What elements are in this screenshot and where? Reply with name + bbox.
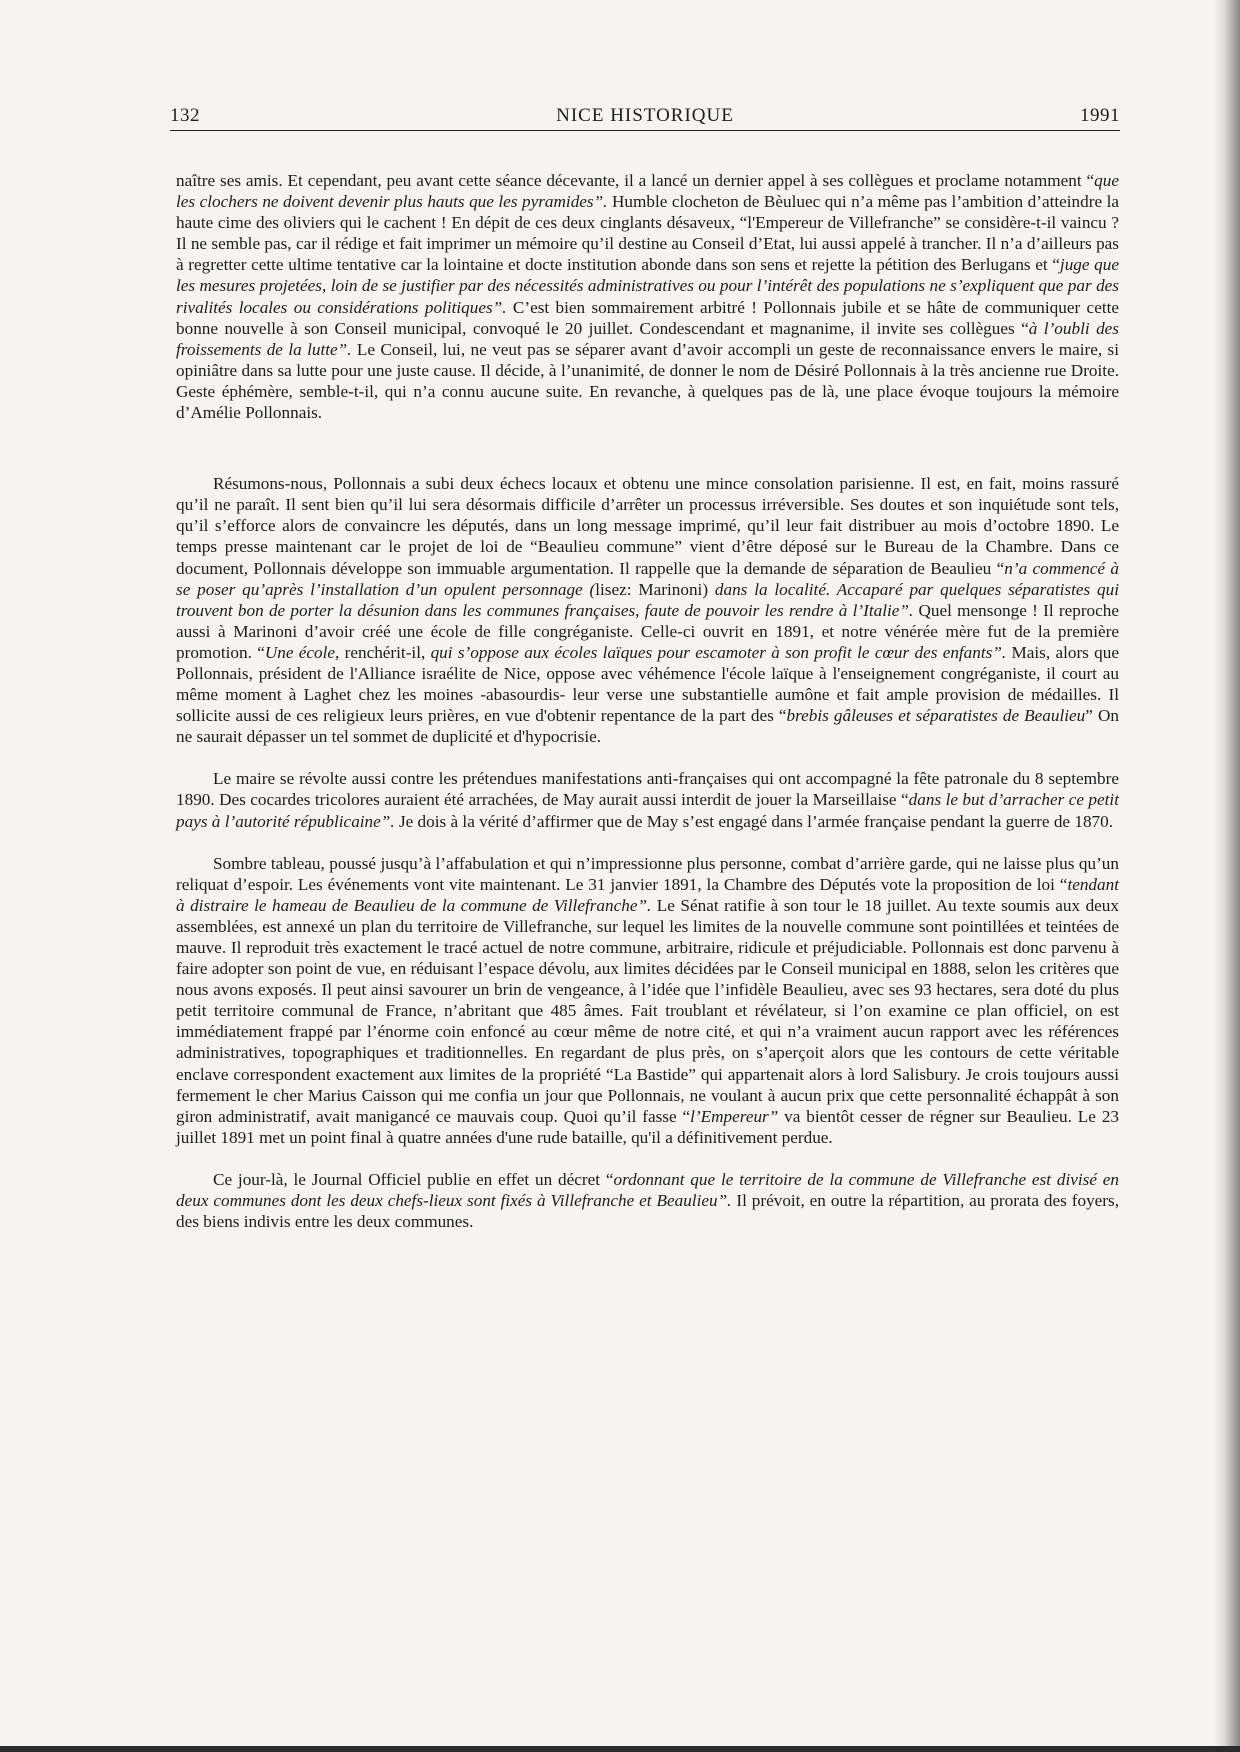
page-number: 132 bbox=[170, 105, 200, 126]
italic-quote-run: dans la localité. Accaparé par quelques séparatistes qui trouvent bon de porter la désunion dans les communes françaises, faute de pouvoir les rendre à l’Italie”. bbox=[176, 579, 1120, 620]
section-break bbox=[176, 423, 1119, 473]
italic-quote-run: dans le but d’arracher ce petit pays à l’autorité républicaine”. bbox=[176, 790, 1119, 831]
paragraph-gap bbox=[176, 747, 1119, 768]
journal-title: NICE HISTORIQUE bbox=[556, 105, 734, 126]
text-run: Humble clocheton de Bèuluec qui n’a même pas l’ambition d’atteindre la haute cime des oliviers qui le cachent ! En dépit de ces deux cinglants désaveux, “l'Empereur de Villefranche” se considère-t-il vaincu ? Il ne semble pas, car il rédige et fait imprimer un mémoire qu’il destine au Conseil d’Etat, lui aussi appelé à trancher. Il n’a d’ailleurs pas à regretter cette ultime tentative car la lointaine et docte institution abonde dans son sens et rejette la pétition des Berlugans et “ bbox=[176, 192, 1119, 275]
text-run: Le maire se révolte aussi contre les prétendues manifestations anti-françaises qui ont accompagné la fête patronale du 8 septembre 1890. Des cocardes tricolores auraient été arrachées, de May aurait aussi interdit de jouer la Marseillaise “ bbox=[176, 769, 1119, 810]
publication-year: 1991 bbox=[1080, 105, 1120, 126]
text-run: Sombre tableau, poussé jusqu’à l’affabulation et qui n’impressionne plus personne, combat d’arrière garde, qui ne laisse plus qu’un reliquat d’espoir. Les événements vont vite maintenant. Le 31 janvier 1891, la Chambre des Députés vote la proposition de loi “ bbox=[176, 853, 1119, 894]
paragraph-gap bbox=[176, 832, 1119, 853]
text-run: C’est bien sommairement arbitré ! Pollonnais jubile et se hâte de communiquer cette bonne nouvelle à son Conseil municipal, convoqué le 20 juillet. Condescendant et magnanime, il invite ses collègues “ bbox=[176, 297, 1119, 338]
italic-quote-run: que les clochers ne doivent devenir plus hauts que les pyramides”. bbox=[176, 171, 1119, 212]
italic-quote-run: juge que les mesures projetées, loin de se justifier par des nécessités administratives ou pour l’intérêt des populations ne s’expliquent que par des rivalités locales ou considérations politiques”. bbox=[176, 255, 1119, 317]
italic-quote-run: tendant à distraire le hameau de Beaulieu de la commune de Villefranche”. bbox=[176, 874, 1119, 915]
italic-quote-run: ordonnant que le territoire de la commune de Villefranche est divisé en deux communes dont les deux chefs-lieux sont fixés à Villefranche et Beaulieu”. bbox=[176, 1169, 1120, 1211]
page-edge-shadow bbox=[1214, 0, 1240, 1752]
paragraph bbox=[176, 1169, 1119, 1232]
italic-quote-run: l’Empereur” bbox=[690, 1106, 779, 1126]
text-run: Le Sénat ratifie à son tour le 18 juillet. Au texte soumis aux deux assemblées, est annexé un plan du territoire de Villefranche, sur lequel les limites de la nouvelle commune sont pointillées et teintées de mauve. Il reproduit très exactement le tracé actuel de notre commune, arbitraire, ridicule et préjudiciable. Pollonnais est donc parvenu à faire adopter son point de vue, en réduisant l’espace dévolu, aux limites décidées par le Conseil municipal en 1888, selon les critères que nous avons exposés. Il peut ainsi savourer un brin de vengeance, à l’idée que l’infidèle Beaulieu, avec ses 93 hectares, sera doté du plus petit territoire communal de France, n’abritant que 485 âmes. Fait troublant et révélateur, si l’on examine ce plan officiel, on est immédiatement frappé par l’énorme coin enfoncé au cœur même de notre cité, et qui n’a vraiment aucun rapport avec les références administratives, topographiques et traditionnelles. En regardant de plus près, on s’aperçoit alors que les contours de cette véritable enclave correspondent exactement aux limites de la propriété “La Bastide” qui appartenait alors à lord Salisbury. Je crois toujours aussi fermement le cher Marius Caisson qui me confia un jour que Pollonnais, ne voulant à aucun prix que cette personnalité échappât à son giron administratif, avait manigancé ce mauvais coup. Quoi qu’il fasse “ bbox=[176, 895, 1119, 1126]
text-run: Je dois à la vérité d’affirmer que de May s’est engagé dans l’armée française pendant la guerre de 1870. bbox=[394, 811, 1114, 831]
text-run: naître ses amis. Et cependant, peu avant cette séance décevante, il a lancé un dernier appel à ses collègues et proclame notamment “ bbox=[176, 171, 1095, 190]
text-run: renchérit-il, bbox=[339, 642, 431, 662]
text-run: va bientôt cesser de régner sur Beaulieu. Le 23 juillet 1891 met un point final à quatre années d'une rude bataille, qu'il a définitivement perdue. bbox=[176, 1106, 1120, 1147]
text-run: ” On ne saurait dépasser un tel sommet de duplicité et d'hypocrisie. bbox=[176, 706, 1119, 747]
text-run: Résumons-nous, Pollonnais a subi deux échecs locaux et obtenu une mince consolation parisienne. Il est, en fait, moins rassuré qu’il ne paraît. Il sent bien qu’il lui sera désormais difficile d’arrêter un processus irréversible. Ses doutes et son inquiétude sont tels, qu’il s’efforce alors de convaincre les députés, dans un long message imprimé, qu’il leur fait distribuer au mois d’octobre 1890. Le temps presse maintenant car le projet de loi de “Beaulieu commune” vient d’être déposé sur le Bureau de la Chambre. Dans ce document, Pollonnais développe son immuable argumentation. Il rappelle que la demande de séparation de Beaulieu “ bbox=[176, 474, 1119, 578]
text-run: Quel mensonge ! Il reproche aussi à Marinoni d’avoir créé une école de fille congréganiste. Celle-ci ouvrit en 1891, et notre vénérée mère fut de la première promotion. “ bbox=[176, 600, 1120, 662]
text-run: Ce jour-là, le Journal Officiel publie en effet un décret “ bbox=[213, 1169, 614, 1189]
paragraph bbox=[176, 853, 1119, 1148]
scan-border bbox=[0, 1746, 1240, 1752]
italic-quote-run: brebis gâleuses et séparatistes de Beaulieu bbox=[786, 706, 1086, 726]
article-body bbox=[176, 170, 1119, 1232]
italic-quote-run: à l’oubli des froissements de la lutte”. bbox=[176, 318, 1119, 359]
paragraph bbox=[176, 768, 1119, 831]
paragraph bbox=[176, 170, 1119, 423]
italic-quote-run: Une école, bbox=[264, 642, 340, 662]
paragraph-gap bbox=[176, 1148, 1119, 1169]
paragraph bbox=[176, 473, 1119, 747]
text-run: Le Conseil, lui, ne veut pas se séparer avant d’avoir accompli un geste de reconnaissance envers le maire, si opiniâtre dans sa lutte pour une juste cause. Il décide, à l’unanimité, de donner le nom de Désiré Pollonnais à la très ancienne rue Droite. Geste éphémère, semble-t-il, qui n’a connu aucune suite. En revanche, à quelques pas de là, une place évoque toujours la mémoire d’Amélie Pollonnais. bbox=[176, 339, 1119, 423]
italic-quote-run: qui s’oppose aux écoles laïques pour escamoter à son profit le cœur des enfants”. bbox=[430, 642, 1007, 662]
text-run: Il prévoit, en outre la répartition, au prorata des foyers, des biens indivis entre les deux communes. bbox=[176, 1191, 1119, 1232]
italic-quote-run: n’a commencé à se poser qu’après l’installation d’un opulent personnage ( bbox=[176, 558, 1119, 599]
text-run: Mais, alors que Pollonnais, président de l'Alliance israélite de Nice, oppose avec véhémence l'école laïque à l'enseignement congréganiste, il court au même moment à Laghet chez les moines -abasourdis- leur verse une substantielle aumône et fait ample provision de médailles. Il sollicite aussi de ces religieux leurs prières, en vue d'obtenir repentance de la part des “ bbox=[176, 642, 1119, 726]
running-header bbox=[170, 102, 1120, 131]
text-run: lisez: Marinoni) bbox=[595, 579, 715, 599]
